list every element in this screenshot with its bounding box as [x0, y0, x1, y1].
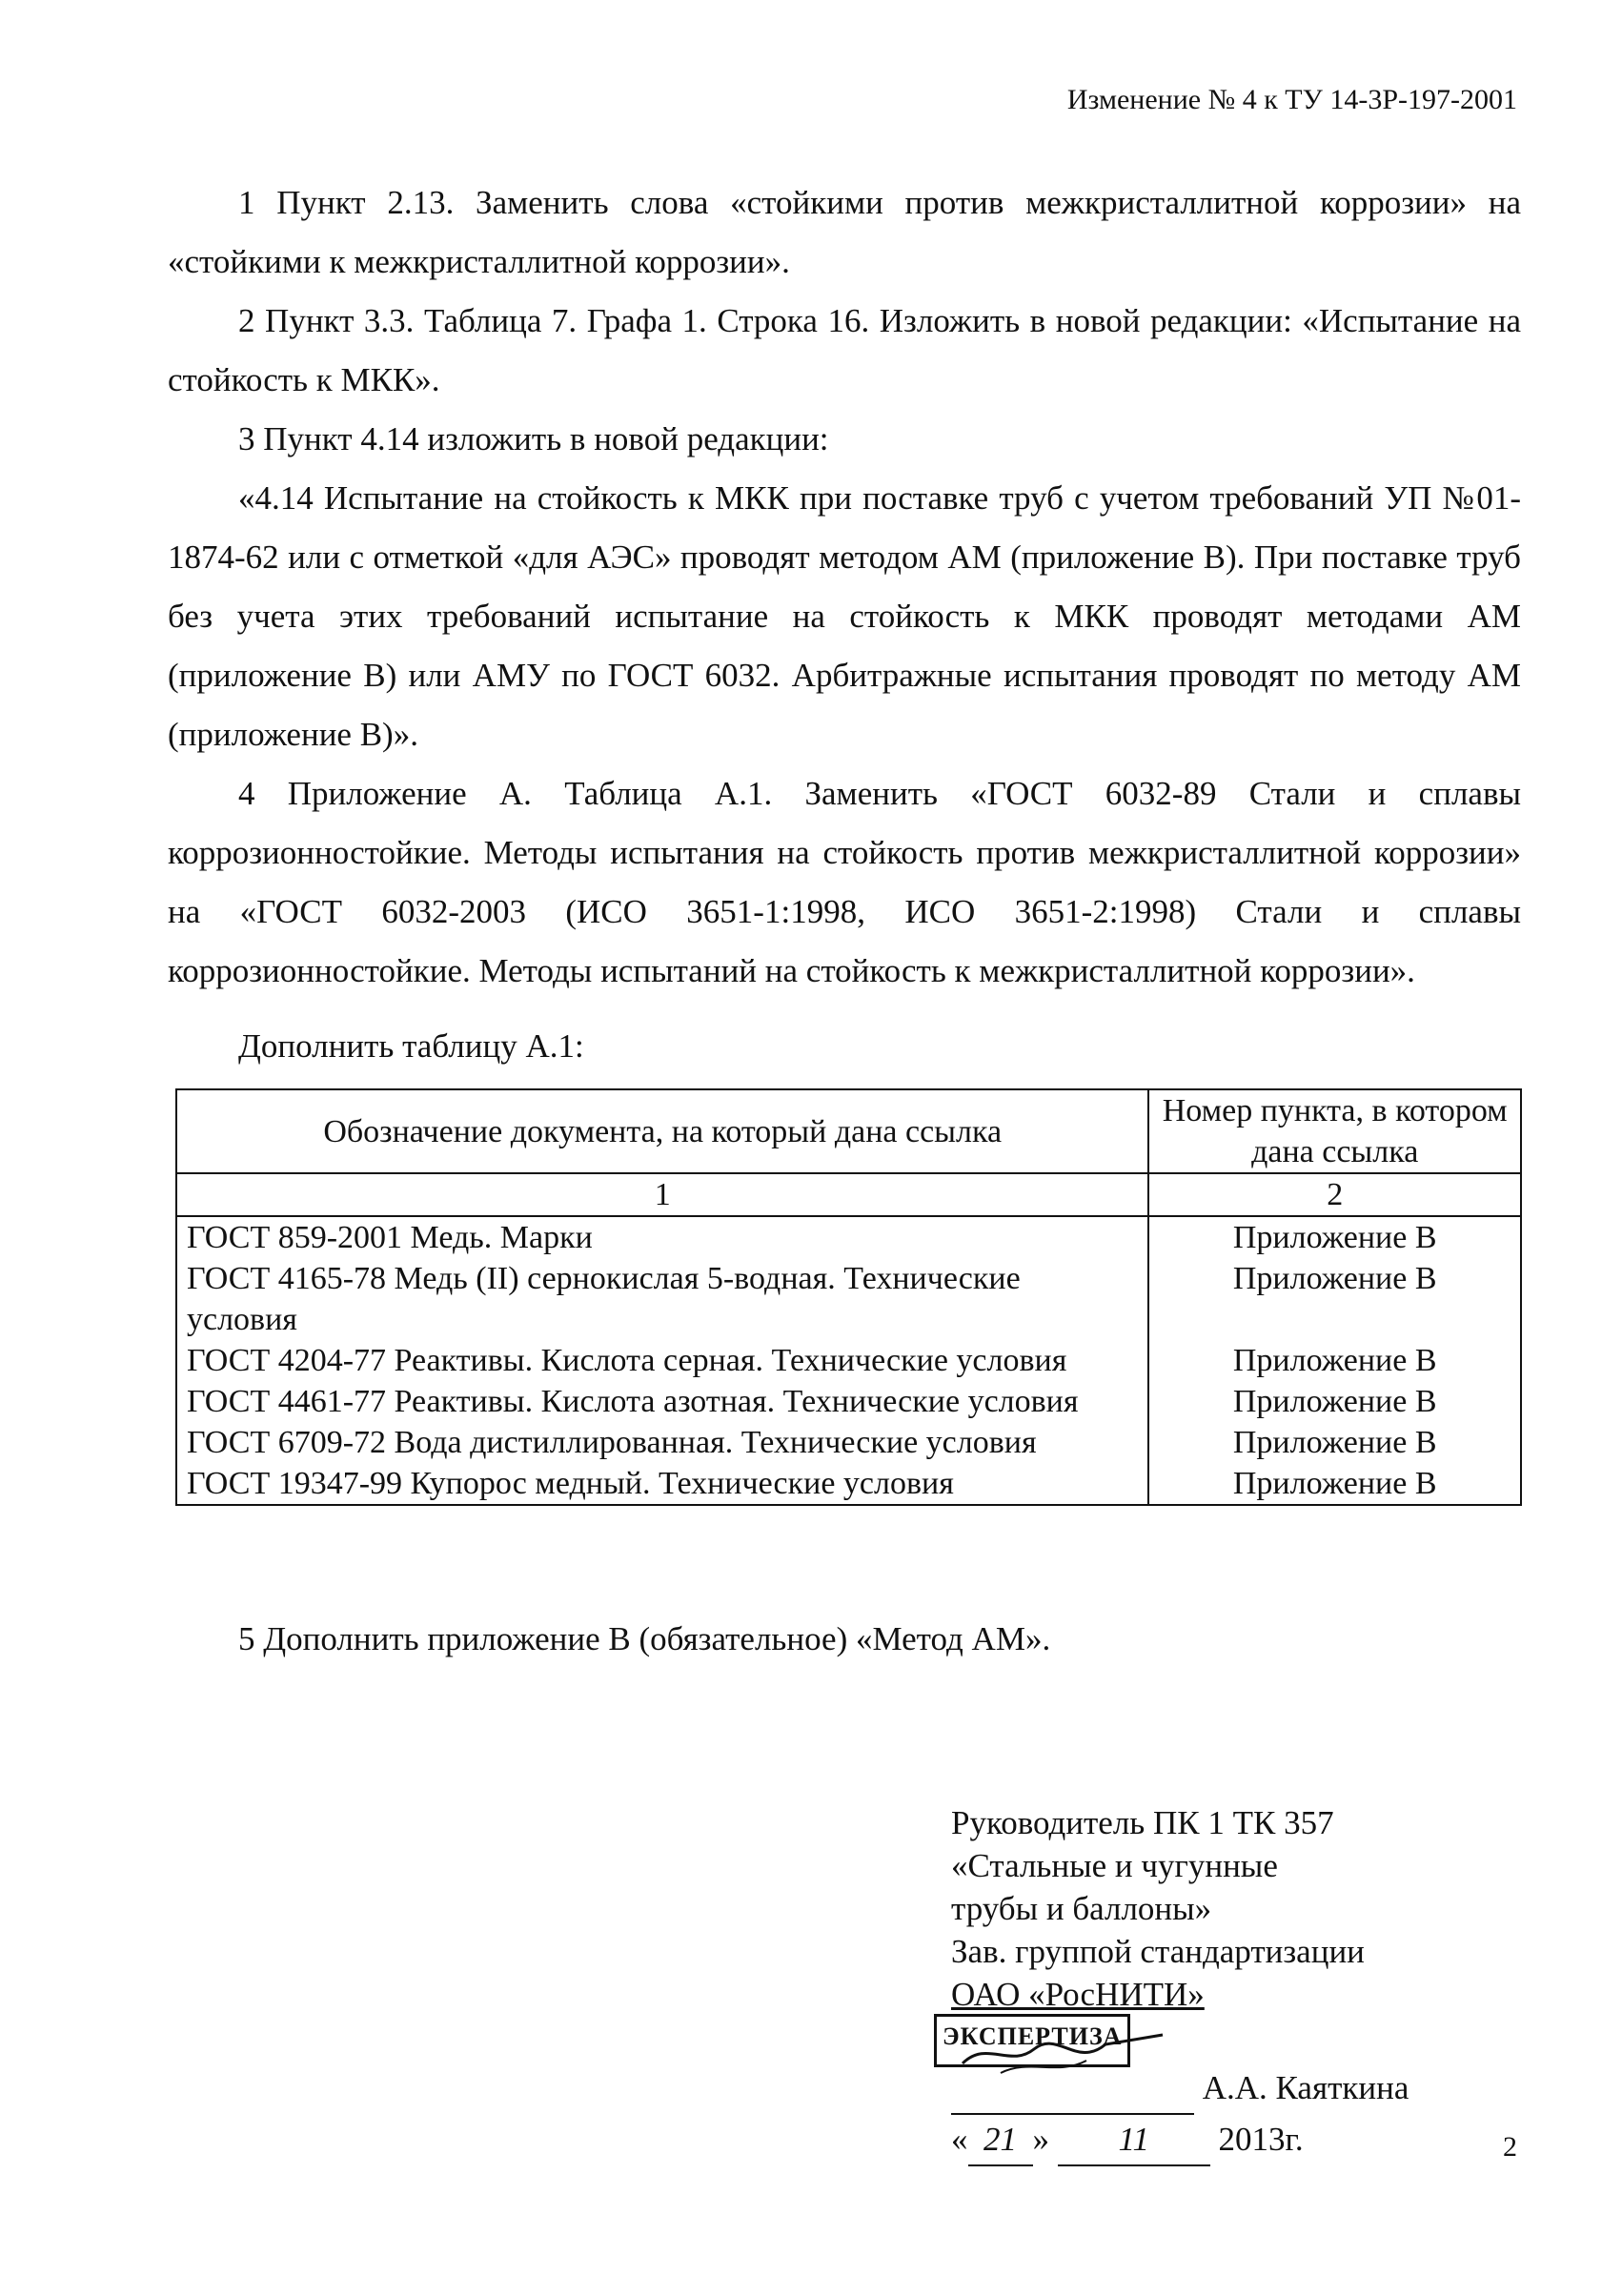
- paragraph-4: «4.14 Испытание на стойкость к МКК при поставке труб с учетом требований УП №01-1874-62 или с отметкой «для АЭС» проводят методом АМ (приложение В). При поставке труб без учета этих требований испытание на стойкость к МКК проводят методами АМ (приложение В) или АМУ по ГОСТ 6032. Арбитражные испытания проводят по методу АМ (приложение В)».: [168, 479, 1521, 753]
- table-row: [176, 1463, 1521, 1505]
- date-year: 2013г.: [1218, 2121, 1304, 2158]
- date-close-quote: »: [1032, 2121, 1049, 2158]
- table-cell-clause: Приложение В: [1148, 1381, 1521, 1422]
- table-cell-document: ГОСТ 4461-77 Реактивы. Кислота азотная. Технические условия: [176, 1381, 1148, 1422]
- table-row: [176, 1258, 1521, 1340]
- table-cell-document: ГОСТ 859-2001 Медь. Марки: [176, 1216, 1148, 1258]
- paragraph-3: 3 Пункт 4.14 изложить в новой редакции:: [238, 420, 829, 457]
- signature-block: [951, 1801, 1365, 2016]
- paragraph-5: 4 Приложение А. Таблица А.1. Заменить «ГОСТ 6032-89 Стали и сплавы коррозионностойкие. Методы испытания на стойкость против межкристаллитной коррозии» на «ГОСТ 6032-2003 (ИСО 3651-1:1998, ИСО 3651-2:1998) Стали и сплавы коррозионностойкие. Методы испытаний на стойкость к межкристаллитной коррозии».: [168, 775, 1521, 989]
- column-number-1: 1: [176, 1173, 1148, 1216]
- signature-line-1: Руководитель ПК 1 ТК 357: [951, 1804, 1334, 1841]
- table-row: [176, 1381, 1521, 1422]
- column-number-2: 2: [1148, 1173, 1521, 1216]
- signature-line-3: трубы и баллоны»: [951, 1890, 1212, 1927]
- table-cell-document: ГОСТ 4204-77 Реактивы. Кислота серная. Технические условия: [176, 1340, 1148, 1381]
- signature-blank: [951, 2063, 1194, 2115]
- table-row: [176, 1216, 1521, 1258]
- signature-line-2: «Стальные и чугунные: [951, 1847, 1278, 1884]
- table-cell-clause: Приложение В: [1148, 1422, 1521, 1463]
- table-column-numbers: [176, 1173, 1521, 1216]
- paragraph-2: 2 Пункт 3.3. Таблица 7. Графа 1. Строка 16. Изложить в новой редакции: «Испытание на стойкость к МКК».: [168, 302, 1521, 398]
- table-header-clause: Номер пункта, в котором дана ссылка: [1148, 1089, 1521, 1173]
- date-month: 11: [1058, 2115, 1210, 2166]
- signature-line-4: Зав. группой стандартизации: [951, 1933, 1365, 1970]
- table-cell-clause: Приложение В: [1148, 1340, 1521, 1381]
- table-row: [176, 1422, 1521, 1463]
- date-day: 21: [968, 2115, 1033, 2166]
- date-line: [951, 2115, 1409, 2166]
- table-cell-clause: Приложение В: [1148, 1258, 1521, 1340]
- reference-table: [175, 1088, 1522, 1506]
- table-cell-document: ГОСТ 19347-99 Купорос медный. Технические условия: [176, 1463, 1148, 1505]
- signature-lines: [951, 2063, 1409, 2166]
- document-header: Изменение № 4 к ТУ 14-3Р-197-2001: [1066, 84, 1517, 115]
- signer-name: А.А. Каяткина: [1202, 2069, 1409, 2106]
- table-row: [176, 1340, 1521, 1381]
- table-header-row: [176, 1089, 1521, 1173]
- table-cell-clause: Приложение В: [1148, 1216, 1521, 1258]
- paragraph-6: Дополнить таблицу А.1:: [238, 1027, 584, 1065]
- table-header-document: Обозначение документа, на который дана ссылка: [176, 1089, 1148, 1173]
- table-cell-document: ГОСТ 6709-72 Вода дистиллированная. Технические условия: [176, 1422, 1148, 1463]
- table-cell-clause: Приложение В: [1148, 1463, 1521, 1505]
- signer-line: [951, 2063, 1409, 2115]
- table-cell-document: ГОСТ 4165-78 Медь (II) сернокислая 5-водная. Технические условия: [176, 1258, 1148, 1340]
- page-number: 2: [1503, 2131, 1517, 2163]
- stamp-text: ЭКСПЕРТИЗА: [943, 2022, 1123, 2050]
- paragraph-1: 1 Пункт 2.13. Заменить слова «стойкими против межкристаллитной коррозии» на «стойкими к межкристаллитной коррозии».: [168, 184, 1521, 280]
- date-open-quote: «: [951, 2121, 968, 2158]
- signature-line-5: ОАО «РосНИТИ»: [951, 1976, 1205, 2013]
- paragraph-7: 5 Дополнить приложение В (обязательное) «Метод АМ».: [238, 1620, 1051, 1657]
